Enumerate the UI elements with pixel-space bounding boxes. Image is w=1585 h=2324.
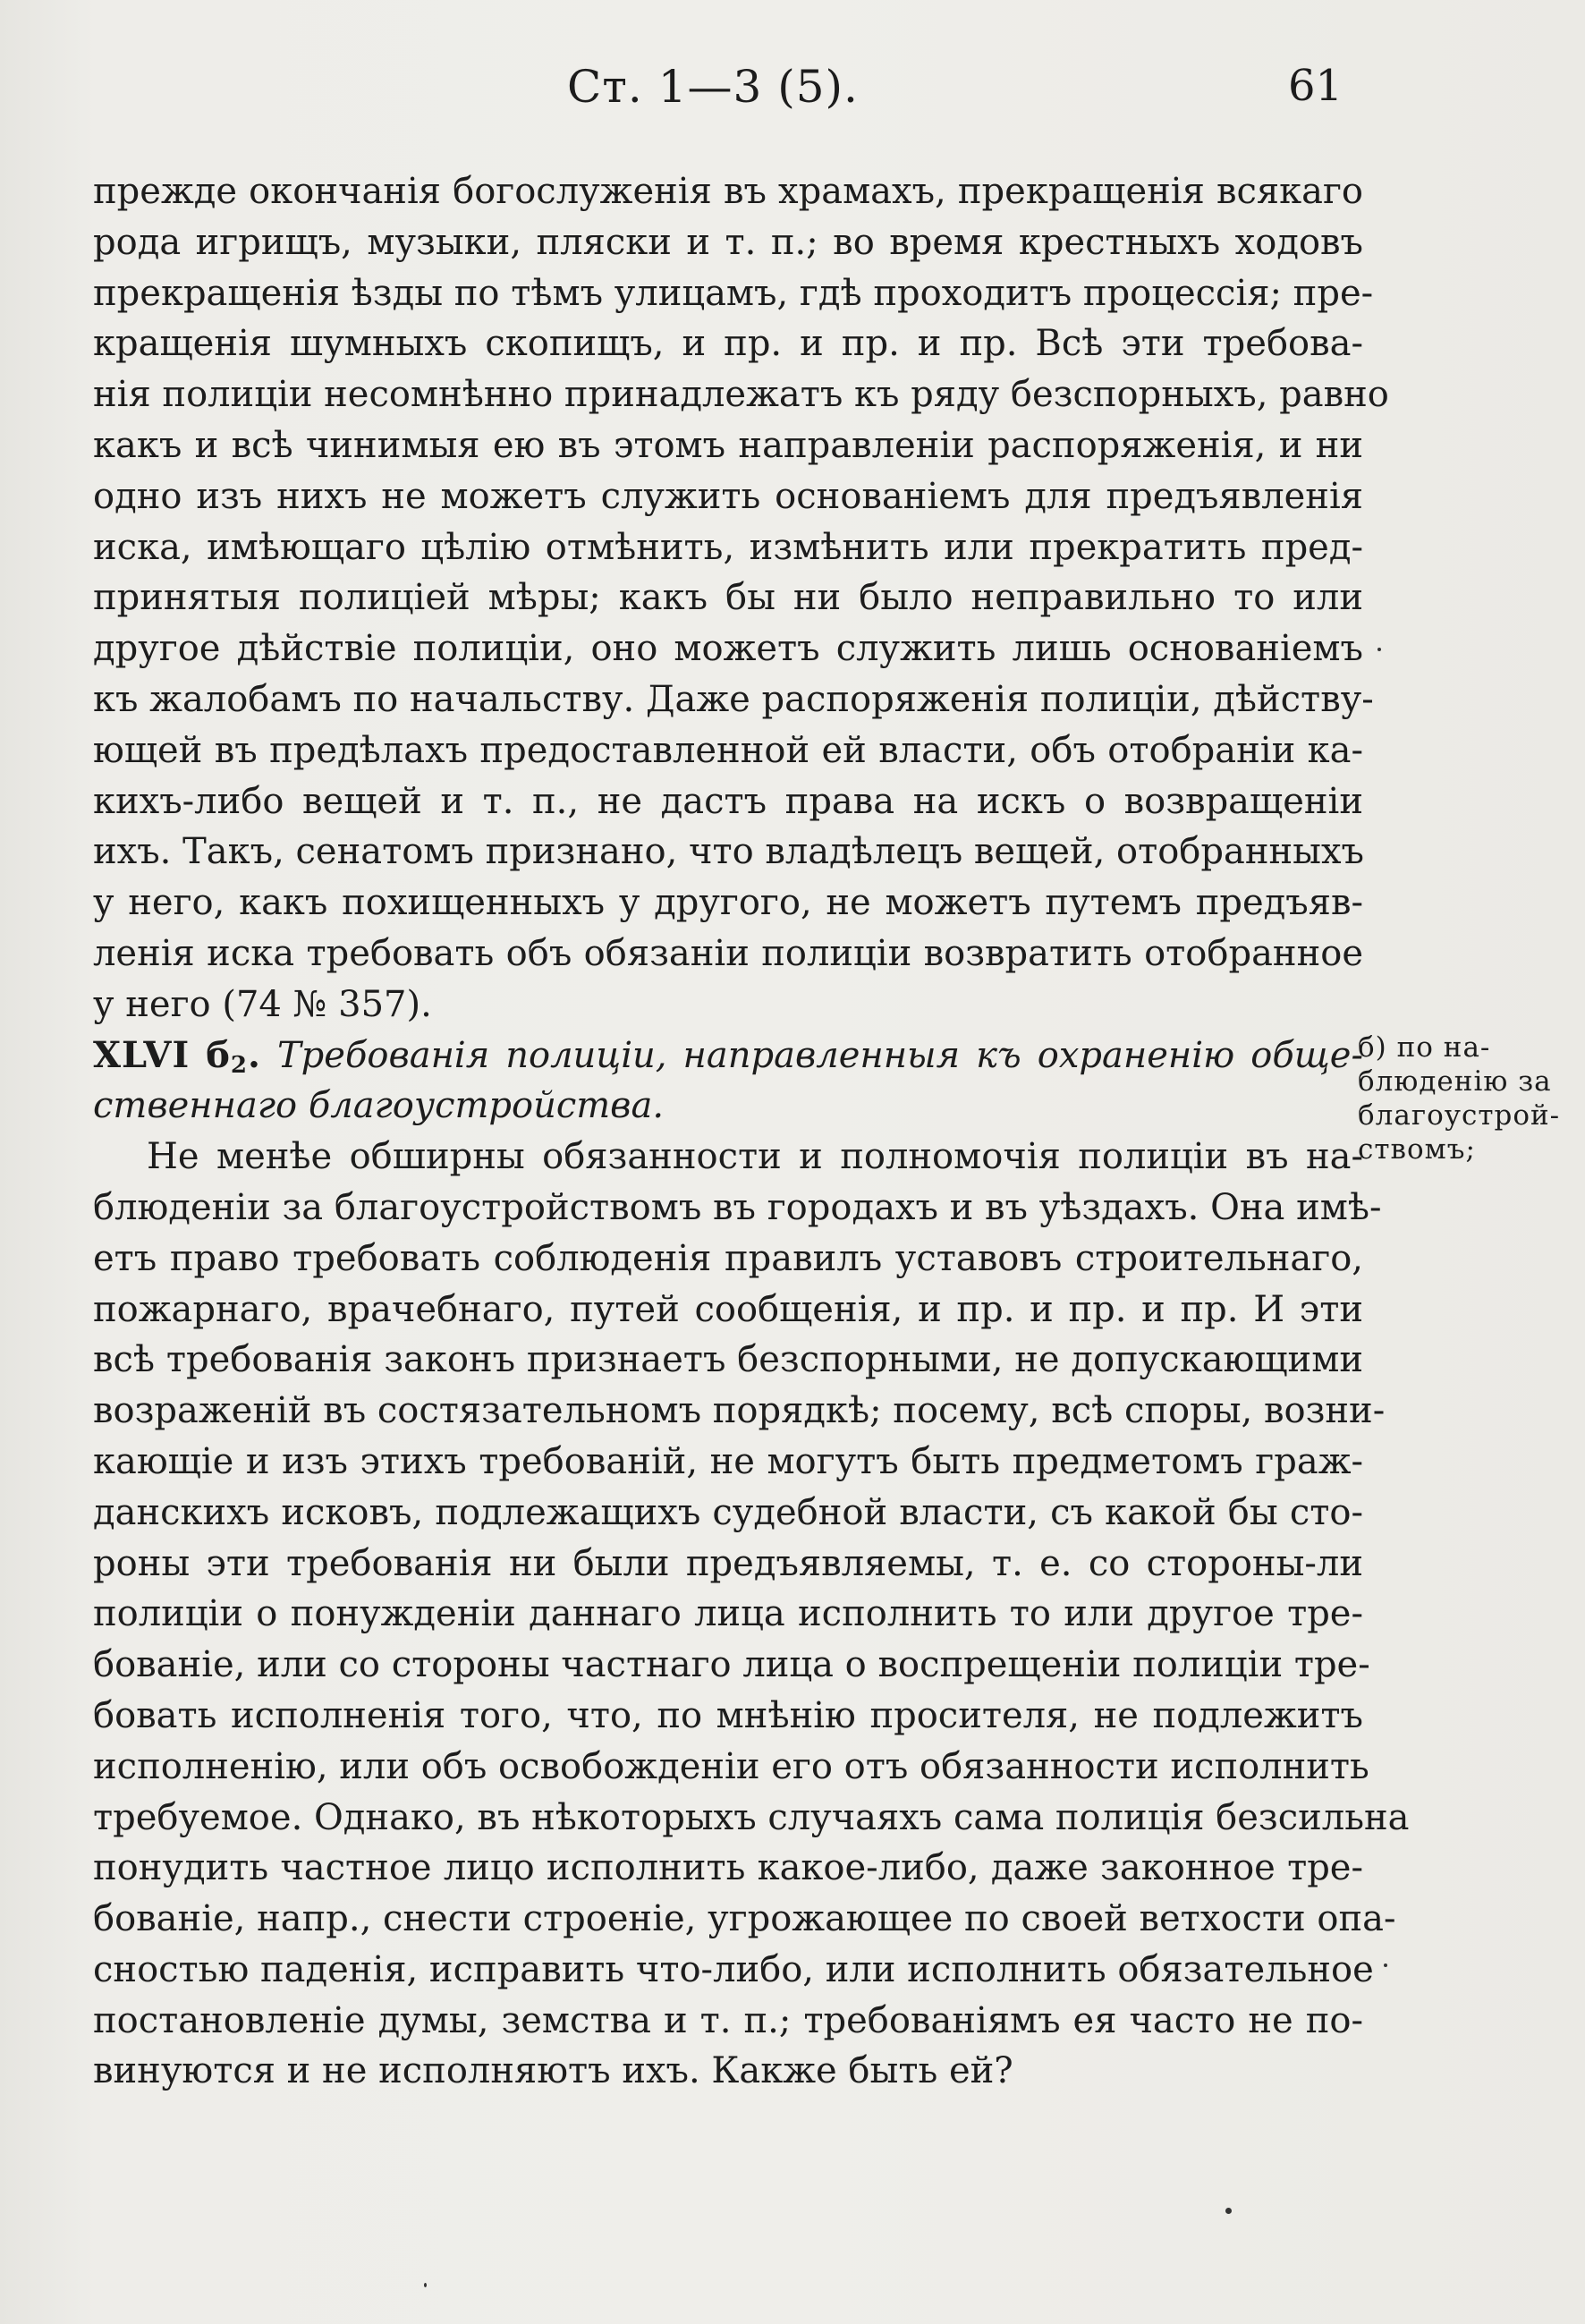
text-line: полиціи о понужденіи даннаго лица исполнить то или другое тре- (93, 1593, 1363, 1635)
text-line: етъ право требовать соблюденія правилъ уставовъ строительнаго, (93, 1237, 1363, 1279)
margin-note-line: б) по на- (1358, 1031, 1491, 1064)
section-title-continued: ственнаго благоустройства. (93, 1085, 665, 1127)
text-line: ющей въ предѣлахъ предоставленной ей власти, объ отобраніи ка- (93, 729, 1363, 771)
running-head (89, 61, 1342, 123)
section-sub-letter: б (206, 1033, 231, 1076)
text-line: пожарнаго, врачебнаго, путей сообщенія, и пр. и пр. и пр. И эти (93, 1288, 1363, 1330)
text-line: у него (74 № 357). (93, 983, 432, 1025)
text-line: бовать исполненія того, что, по мнѣнію просителя, не подлежитъ (93, 1694, 1363, 1736)
text-line: Не менѣе обширны обязанности и полномочія полиціи въ на- (147, 1136, 1363, 1178)
text-line: принятыя полиціей мѣры; какъ бы ни было неправильно то или (93, 577, 1363, 619)
margin-note-line: благоустрой- (1358, 1099, 1561, 1132)
text-line: винуются и не исполняютъ ихъ. Какже быть ей? (93, 2050, 1013, 2092)
text-line: ихъ. Такъ, сенатомъ признано, что владѣлецъ вещей, отобранныхъ (93, 831, 1364, 873)
text-line: къ жалобамъ по начальству. Даже распоряженія полиціи, дѣйству- (93, 678, 1374, 720)
ink-speck (424, 2283, 427, 2287)
text-line: понудить частное лицо исполнить какое-либо, даже законное тре- (93, 1847, 1363, 1889)
ink-speck (1384, 1964, 1387, 1967)
text-line: кающіе и изъ этихъ требованій, не могутъ быть предметомъ граж- (93, 1440, 1363, 1482)
text-line: ленія иска требовать объ обязаніи полиціи возвратить отобранное (93, 932, 1363, 974)
text-line: у него, какъ похищенныхъ у другого, не можетъ путемъ предъяв- (93, 882, 1363, 924)
margin-note-line: блюденію за (1358, 1065, 1552, 1098)
text-line: другое дѣйствіе полиціи, оно можетъ служить лишь основаніемъ (93, 628, 1363, 670)
text-line: требуемое. Однако, въ нѣкоторыхъ случаяхъ сама полиція безсильна (93, 1796, 1410, 1838)
text-line: постановленіе думы, земства и т. п.; требованіямъ ея часто не по- (93, 1999, 1363, 2041)
text-line: сностью паденія, исправить что-либо, или исполнить обязательное (93, 1948, 1374, 1990)
text-line: иска, имѣющаго цѣлію отмѣнить, измѣнить или прекратить пред- (93, 526, 1363, 568)
ink-speck (1225, 2208, 1232, 2214)
text-line: исполненію, или объ освобожденіи его отъ обязанности исполнить (93, 1745, 1369, 1787)
ink-speck (1377, 648, 1381, 651)
margin-note-line: ствомъ; (1358, 1133, 1476, 1166)
text-line: прекращенія ѣзды по тѣмъ улицамъ, гдѣ проходитъ процессія; пре- (93, 272, 1374, 314)
section-title: Требованія полиціи, направленныя къ охраненію обще- (276, 1034, 1363, 1076)
text-line: данскихъ исковъ, подлежащихъ судебной власти, съ какой бы сто- (93, 1491, 1363, 1533)
page-number: 61 (1288, 61, 1343, 111)
text-line: возраженій въ состязательномъ порядкѣ; посему, всѣ споры, возни- (93, 1390, 1386, 1432)
section-heading: XLVI $б_2$. Требованія полиціи, направленныя къ охраненію обще- (93, 1033, 1363, 1079)
running-title: Ст. 1—3 (5). (567, 61, 859, 113)
text-line: рода игрищъ, музыки, пляски и т. п.; во время крестныхъ ходовъ (93, 221, 1363, 263)
text-line: одно изъ нихъ не можетъ служить основаніемъ для предъявленія (93, 475, 1363, 517)
text-line: бованіе, напр., снести строеніе, угрожающее по своей ветхости опа- (93, 1898, 1396, 1940)
text-line: прежде окончанія богослуженія въ храмахъ, прекращенія всякаго (93, 171, 1363, 212)
main-text (93, 166, 1410, 2097)
section-sub-index: 2 (230, 1051, 248, 1079)
text-line: блюденіи за благоустройствомъ въ городахъ и въ уѣздахъ. Она имѣ- (93, 1186, 1382, 1228)
text-line: нія полиціи несомнѣнно принадлежатъ къ ряду безспорныхъ, равно (93, 374, 1389, 416)
text-line: кращенія шумныхъ скопищъ, и пр. и пр. и пр. Всѣ эти требова- (93, 323, 1363, 365)
text-line: кихъ-либо вещей и т. п., не дастъ права на искъ о возвращеніи (93, 780, 1363, 822)
text-line: бованіе, или со стороны частнаго лица о воспрещеніи полиціи тре- (93, 1644, 1370, 1686)
text-line: всѣ требованія законъ признаетъ безспорными, не допускающими (93, 1339, 1363, 1381)
margin-note (1358, 1031, 1572, 1166)
text-line: какъ и всѣ чинимыя ею въ этомъ направленіи распоряженія, и ни (93, 424, 1363, 466)
text-line: роны эти требованія ни были предъявляемы, т. е. со стороны-ли (93, 1542, 1363, 1584)
section-number: XLVI (93, 1033, 191, 1076)
